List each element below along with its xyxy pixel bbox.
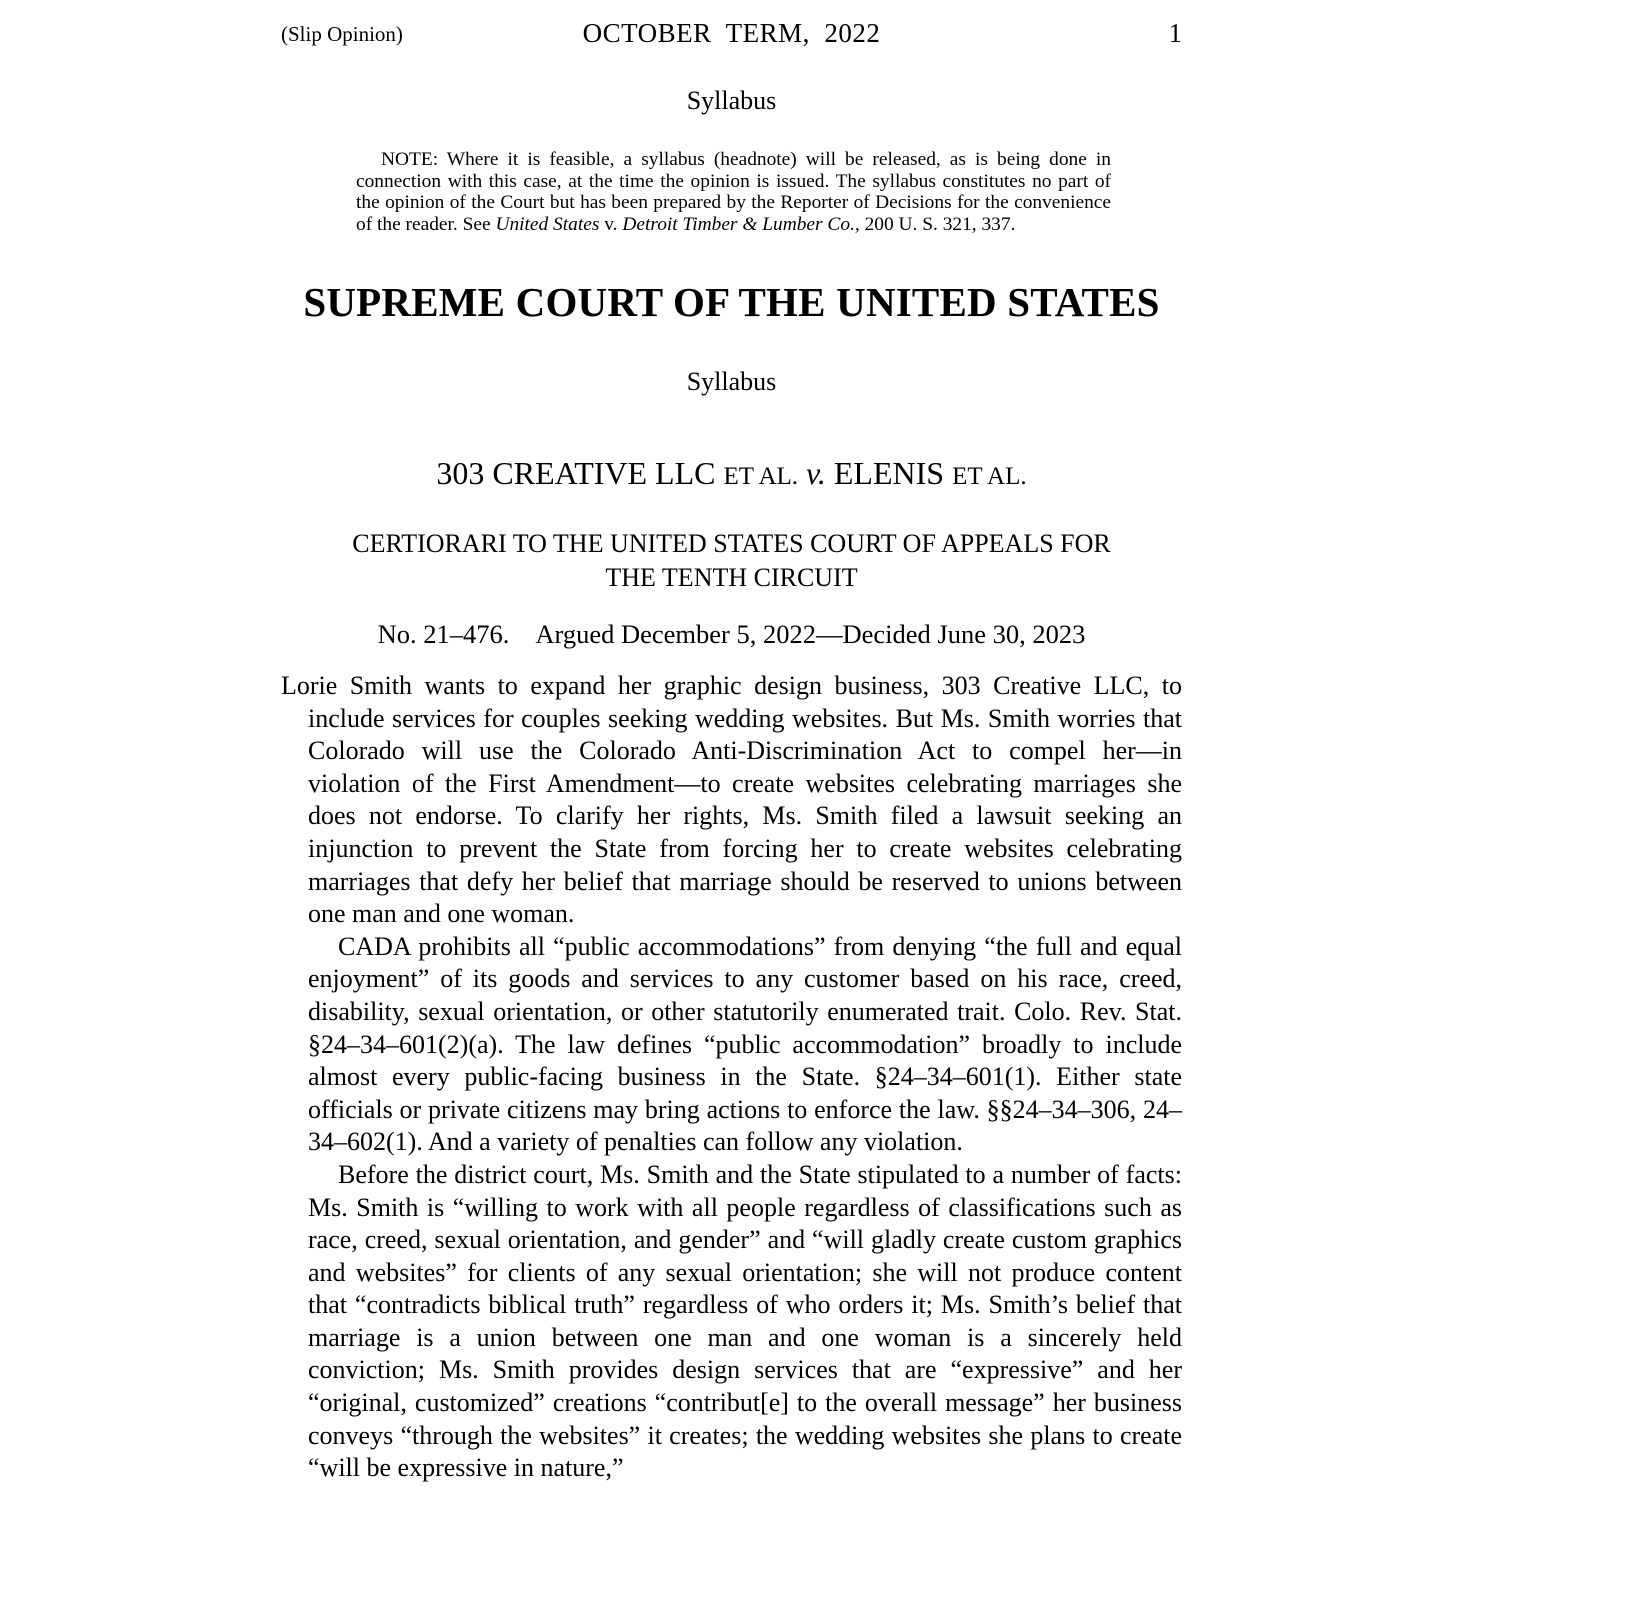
petitioner-name: 303 CREATIVE LLC — [436, 455, 716, 491]
syllabus-paragraph: Lorie Smith wants to expand her graphic design business, 303 Creative LLC, to include services for couples seeking wedding websites. But Ms. Smith worries that Colorado will use the Colorado Anti-Discrimination Act to compel her—in violation of the First Amendment—to create websites celebrating marriages she does not endorse. To clarify her rights, Ms. Smith filed a lawsuit seeking an injunction to prevent the State from forcing her to create websites celebrating marriages that defy her belief that marriage should be reserved to unions between one man and one woman. — [281, 671, 1182, 929]
versus-label: v. — [806, 455, 826, 491]
syllabus-paragraph: Before the district court, Ms. Smith and the State stipulated to a number of facts: Ms. Smith is “willing to work with all people regardless of classifications such as race, creed, sexual orientation, and gender” and “will gladly create custom graphics and websites” for clients of any sexual orientation; she will not produce content that “contradicts biblical truth” regardless of who orders it; Ms. Smith’s belief that marriage is a union between one man and one woman is a sincerely held conviction; Ms. Smith provides design services that are “expressive” and her “original, customized” creations “contribut[e] to the overall message” her business conveys “through the websites” it creates; the wedding websites she plans to create “will be expressive in nature,” — [308, 1159, 1182, 1483]
note-case-party-2: Detroit Timber & Lumber Co., — [622, 213, 860, 235]
certiorari-line-2: THE TENTH CIRCUIT — [605, 563, 858, 592]
court-title: SUPREME COURT OF THE UNITED STATES — [303, 279, 1160, 325]
reporter-note — [356, 149, 1111, 235]
syllabus-heading-top: Syllabus — [686, 86, 777, 115]
certiorari-heading — [281, 527, 1182, 595]
argued-decided-dates: Argued December 5, 2022—Decided June 30, 2023 — [535, 619, 1086, 649]
et-al-respondent: ET AL. — [952, 463, 1027, 490]
syllabus-body — [281, 670, 1182, 1485]
certiorari-line-1: CERTIORARI TO THE UNITED STATES COURT OF APPEALS FOR — [352, 529, 1111, 558]
note-lead: NOTE: Where it is feasible, a syllabus (headnote) will be released, as is being done in connection with this case, at the time the opinion is issued. The syllabus constitutes no part of the opinion of the Court but has been prepared by the Reporter of Decisions for the convenience of the reader. See — [356, 149, 1111, 235]
running-head — [281, 18, 1182, 52]
docket-line — [281, 619, 1182, 650]
respondent-name: ELENIS — [833, 455, 945, 491]
note-case-party-1: United States — [495, 213, 600, 235]
et-al-petitioner: ET AL. — [723, 463, 799, 490]
docket-number: No. 21–476. — [377, 619, 510, 649]
syllabus-heading: Syllabus — [686, 367, 777, 396]
note-versus: v. — [599, 213, 623, 235]
syllabus-paragraph: CADA prohibits all “public accommodations” from denying “the full and equal enjoyment” of its goods and services to any customer based on his race, creed, disability, sexual orientation, or other statutorily enumerated trait. Colo. Rev. Stat. §24–34–601(2)(a). The law defines “public accommodation” broadly to include almost every public-facing business in the State. §24–34–601(1). Either state officials or private citizens may bring actions to enforce the law. §§24–34–306, 24–34–602(1). And a variety of penalties can follow any violation. — [308, 931, 1182, 1157]
note-citation: 200 U. S. 321, 337. — [859, 213, 1016, 235]
slip-opinion-label: (Slip Opinion) — [281, 22, 403, 46]
term-heading: OCTOBER TERM, 2022 — [582, 18, 881, 48]
page-number: 1 — [1168, 18, 1182, 48]
case-caption — [281, 455, 1182, 492]
